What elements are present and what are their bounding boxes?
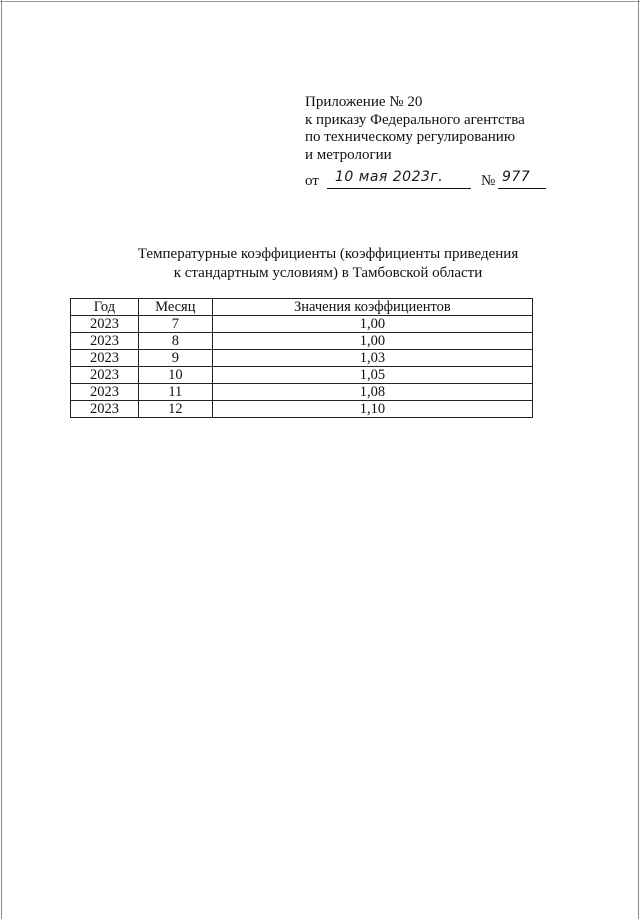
scan-top-edge xyxy=(0,1,640,2)
cell-year: 2023 xyxy=(71,384,139,401)
cell-year: 2023 xyxy=(71,316,139,333)
order-number-field xyxy=(498,170,546,189)
document-title-line-1: Температурные коэффициенты (коэффициенты приведения xyxy=(137,246,519,262)
cell-coefficient: 1,00 xyxy=(212,333,532,350)
cell-year: 2023 xyxy=(71,401,139,418)
table-row xyxy=(71,350,533,367)
order-number-handwritten: 977 xyxy=(502,169,531,185)
appendix-agency-line: по техническому регулированию xyxy=(305,129,516,145)
column-header-year: Год xyxy=(71,299,139,316)
document-title xyxy=(100,245,556,283)
appendix-header xyxy=(305,94,605,164)
table-row xyxy=(71,333,533,350)
cell-month: 9 xyxy=(138,350,212,367)
table-header-row xyxy=(71,299,533,316)
order-date-field xyxy=(327,170,471,189)
coefficients-table xyxy=(70,298,533,418)
appendix-number: Приложение № 20 xyxy=(305,94,423,110)
appendix-order-ref: к приказу Федерального агентства xyxy=(305,111,525,128)
scan-right-edge xyxy=(638,0,639,919)
order-date-handwritten: 10 мая 2023г. xyxy=(335,169,444,185)
column-header-coefficient: Значения коэффициентов xyxy=(212,299,532,316)
order-date-number-line xyxy=(305,170,555,192)
cell-month: 8 xyxy=(138,333,212,350)
order-number-label: № xyxy=(481,173,496,189)
cell-coefficient: 1,08 xyxy=(212,384,532,401)
appendix-agency-line-end: и метрологии xyxy=(305,146,392,163)
column-header-month: Месяц xyxy=(138,299,212,316)
table-row xyxy=(71,367,533,384)
cell-year: 2023 xyxy=(71,350,139,367)
cell-coefficient: 1,05 xyxy=(212,367,532,384)
cell-year: 2023 xyxy=(71,367,139,384)
cell-month: 11 xyxy=(138,384,212,401)
cell-month: 12 xyxy=(138,401,212,418)
table-row xyxy=(71,401,533,418)
document-title-line-2: к стандартным условиям) в Тамбовской области xyxy=(173,265,483,281)
table-row xyxy=(71,384,533,401)
table-row xyxy=(71,316,533,333)
cell-month: 7 xyxy=(138,316,212,333)
cell-coefficient: 1,00 xyxy=(212,316,532,333)
cell-coefficient: 1,10 xyxy=(212,401,532,418)
cell-year: 2023 xyxy=(71,333,139,350)
scan-left-edge xyxy=(1,0,2,919)
order-from-label: от xyxy=(305,173,319,189)
cell-coefficient: 1,03 xyxy=(212,350,532,367)
cell-month: 10 xyxy=(138,367,212,384)
